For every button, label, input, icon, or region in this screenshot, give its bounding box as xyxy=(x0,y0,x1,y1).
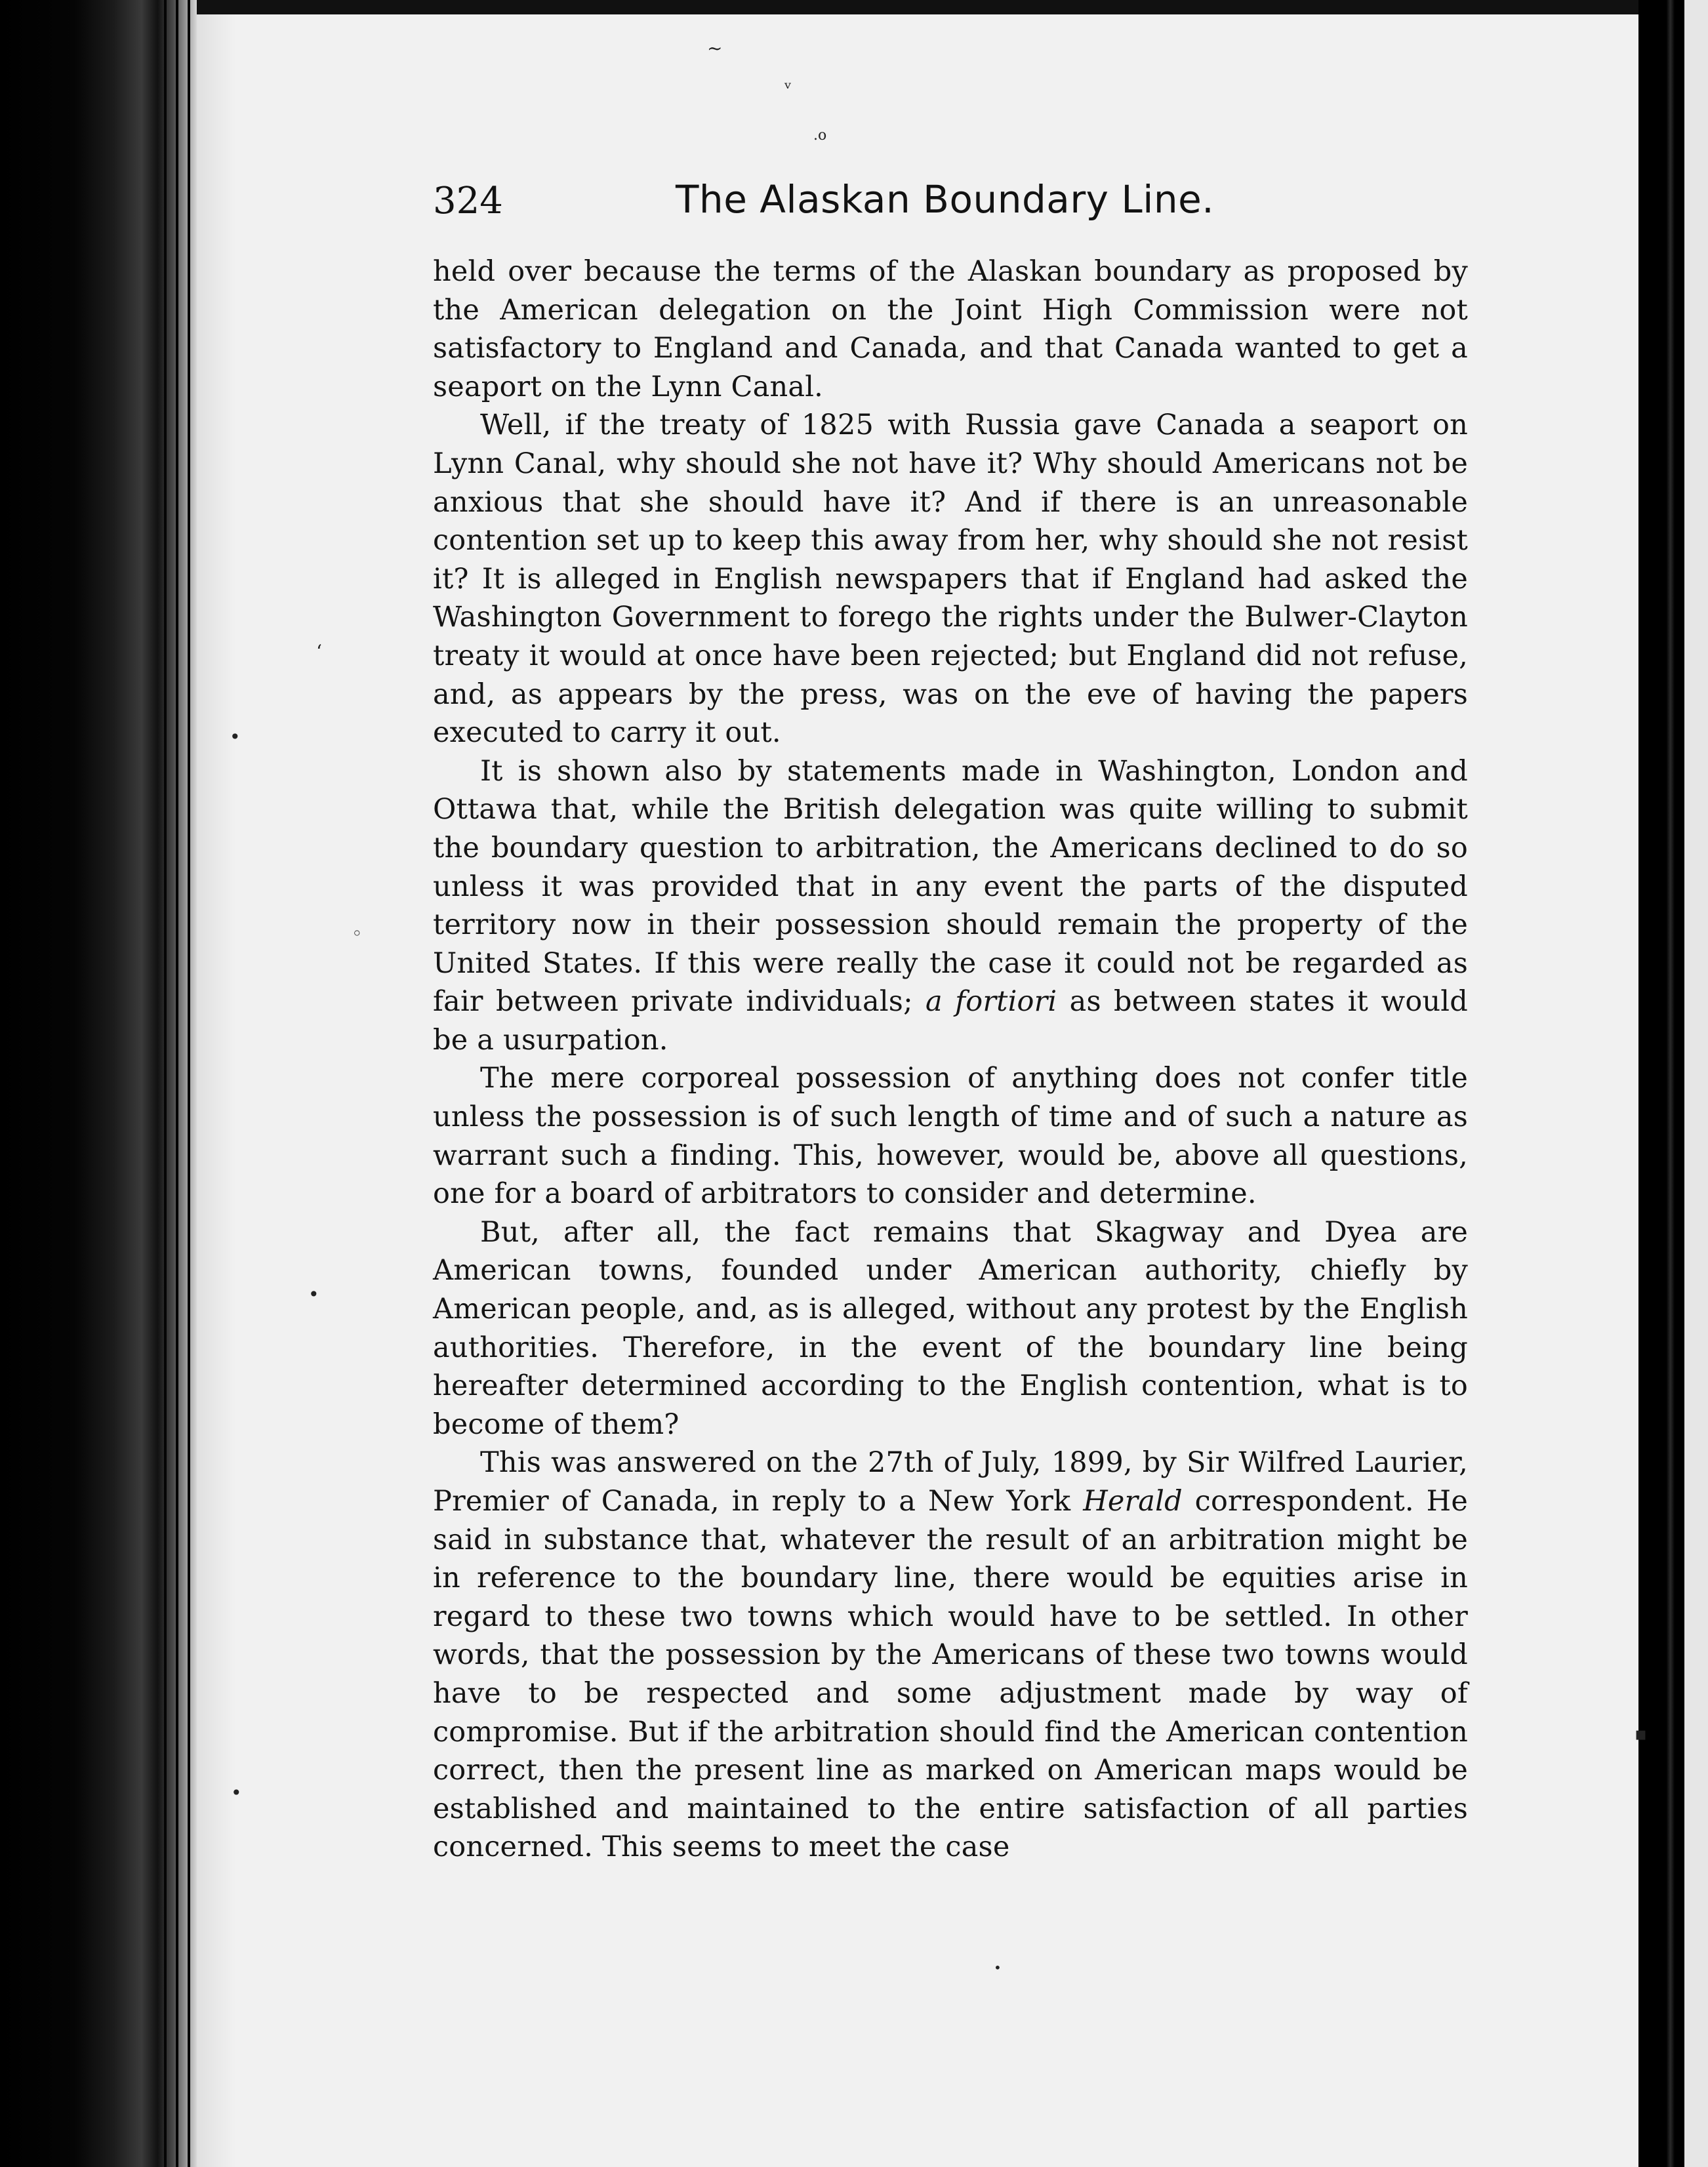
book-gutter xyxy=(0,0,197,2167)
paragraph xyxy=(433,1059,1468,1213)
page-number: 324 xyxy=(433,180,503,222)
gutter-line xyxy=(164,0,167,2167)
paragraph xyxy=(433,1213,1468,1444)
italic-phrase: Herald xyxy=(1083,1485,1183,1518)
ink-speck: ~ xyxy=(707,37,723,59)
paragraph xyxy=(433,752,1468,1060)
text-run: held over because the terms of the Alaskan boundary as proposed by the American delegation on the Joint High Commission were not satisfactory to England and Canada, and that Canada wanted to get a seaport on the Lynn Canal. xyxy=(433,255,1468,403)
ink-speck: .o xyxy=(813,127,827,144)
body-text xyxy=(433,253,1468,1867)
ink-speck: ▪ xyxy=(1635,1723,1647,1745)
page-top-edge xyxy=(197,0,1638,14)
text-run: The mere corporeal possession of anything does not confer title unless the possession is of such length of time and of such a nature as warrant such a finding. This, however, would be, above all questions, one for a board of arbitrators to consider and determine. xyxy=(433,1062,1468,1211)
paragraph xyxy=(433,253,1468,406)
gutter-line xyxy=(176,0,178,2167)
ink-speck: • xyxy=(994,1960,1002,1975)
paragraph xyxy=(433,1444,1468,1867)
facing-page-sliver xyxy=(1684,0,1708,2167)
running-title: The Alaskan Boundary Line. xyxy=(676,177,1215,222)
text-run: Well, if the treaty of 1825 with Russia gave Canada a seaport on Lynn Canal, why should she not have it? Why should Americans not be anxious that she should have it? And if there is an unreasonable contention set up to keep this away from her, why should she not resist it? It is alleged in English newspapers that if England had asked the Washington Government to forego the rights under the Bulwer-Clayton treaty it would at once have been rejected; but England did not refuse, and, as appears by the press, was on the eve of having the papers executed to carry it out. xyxy=(433,409,1468,750)
ink-speck: • xyxy=(308,1284,319,1305)
text-run: It is shown also by statements made in Washington, London and Ottawa that, while the British delegation was quite willing to submit the boundary question to arbitration, the Americans declined to do so unless it was provided that in any event the parts of the disputed territory now in their possession should remain the property of the United States. If this were really the case it could not be regarded as fair between private individuals; xyxy=(433,754,1468,1019)
page-header xyxy=(433,177,1489,236)
paragraph xyxy=(433,406,1468,752)
ink-speck: ◦ xyxy=(352,923,363,944)
text-run: But, after all, the fact remains that Skagway and Dyea are American towns, founded under American authority, chiefly by American people, and, as is alleged, without any protest by the English authorities. Therefore, in the event of the boundary line being hereafter determined according to the English contention, what is to become of them? xyxy=(433,1215,1468,1441)
ink-speck: • xyxy=(231,1782,242,1804)
ink-speck: • xyxy=(230,726,241,748)
text-run: This was answered on the 27th of July, 1899, by Sir Wilfred Laurier, Premier of Canada, in reply to a New York xyxy=(433,1446,1468,1518)
ink-speck: ‘ xyxy=(316,641,322,662)
text-run: correspondent. He said in substance that, whatever the result of an arbitration might be in reference to the boundary line, there would be equities arise in regard to these two towns which would have to be settled. In other words, that the possession by the Americans of these two towns would have to be respected and some adjustment made by way of compromise. But if the arbitration should find the American contention correct, then the present line as marked on American maps would be established and maintained to the entire satisfaction of all parties concerned. This seems to meet the case xyxy=(433,1485,1469,1864)
italic-phrase: a fortiori xyxy=(925,985,1057,1019)
ink-speck: ᵥ xyxy=(784,71,792,93)
gutter-line xyxy=(188,0,190,2167)
text-run: as between states it would be a usurpation. xyxy=(433,985,1468,1057)
